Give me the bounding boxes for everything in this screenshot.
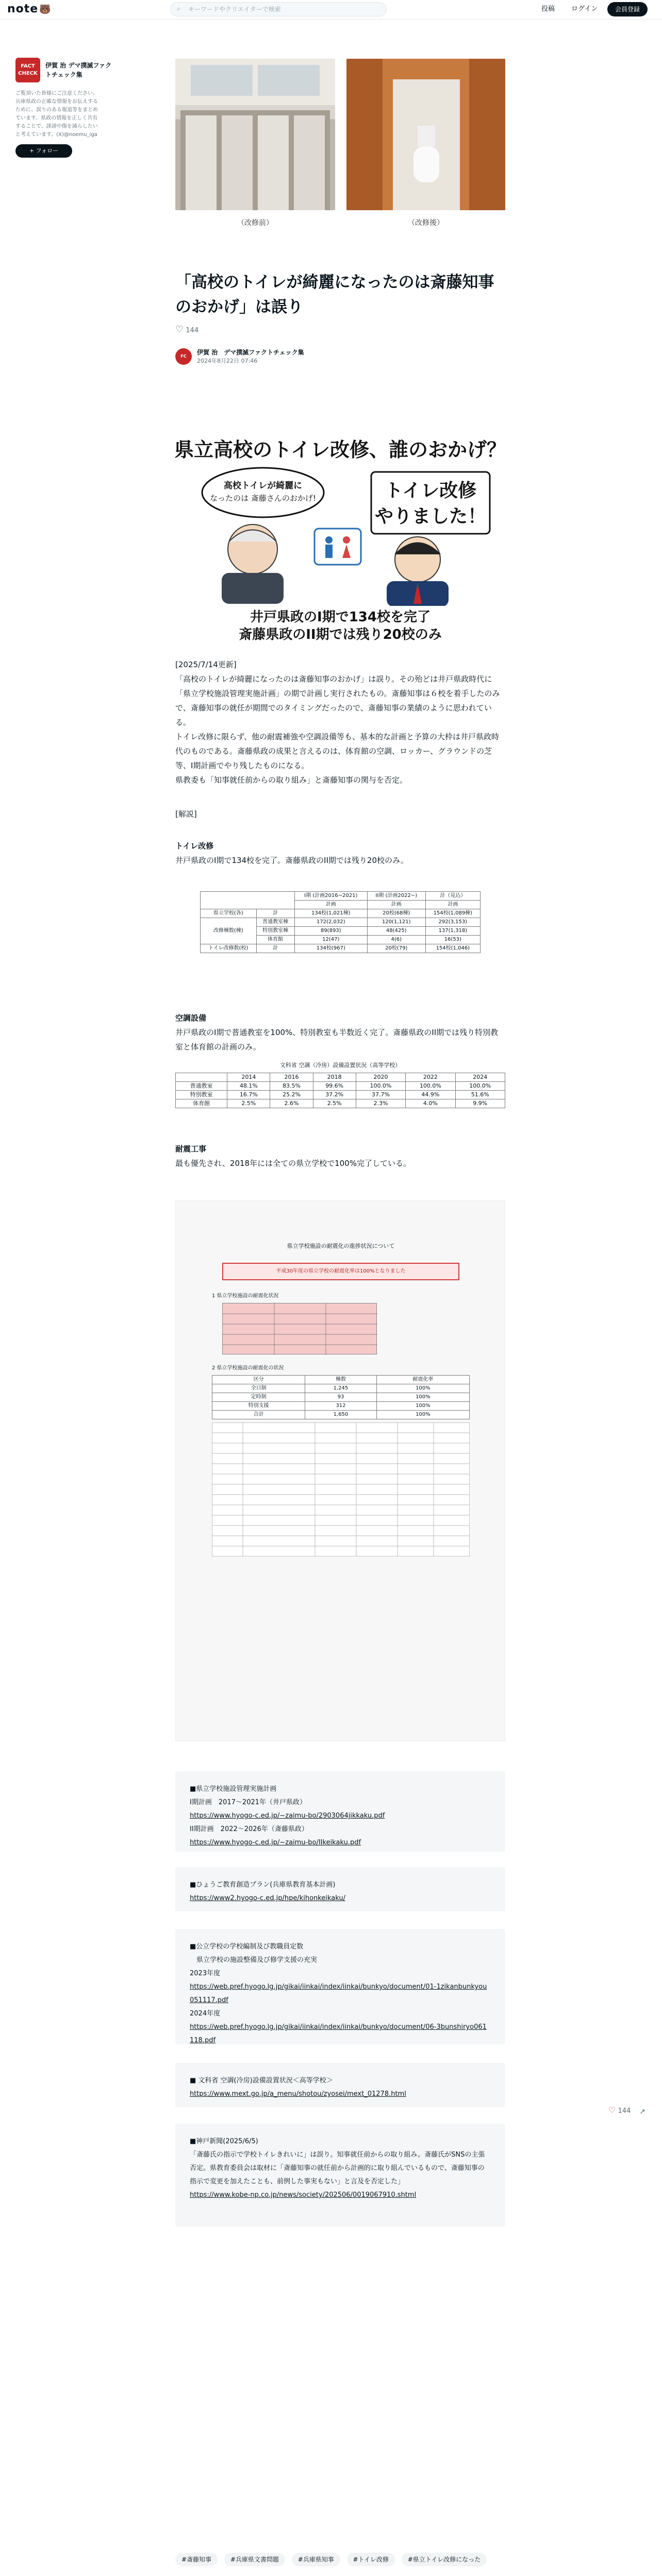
article-title: 「高校のトイレが綺麗になったのは斎藤知事のおかげ」は誤り [175,273,494,316]
hero-illustration [175,431,505,647]
toilet-table-wrap [200,891,481,953]
follow-button[interactable]: + フォロー [15,144,72,158]
embed-mext-title: ■ 文科省 空調(冷房)設備設置状況＜高等学校＞ [190,2077,333,2084]
embed-kobe-np [175,2124,505,2227]
embed-plan-title: ■県立学校施設管理実施計画 [190,1785,277,1793]
embed-edu-link[interactable]: https://www2.hyogo-c.ed.jp/hpe/kihonkeikaku/ [190,1894,345,1902]
toilet-row-0-label: 計 [256,909,294,918]
toilet-side-label-1: 改修棟数(棟) [201,918,257,944]
tag-list [175,2550,505,2568]
article-date: 2024年8月22日 07:46 [197,358,258,364]
toilet-table: I期 (計画2016~2021) II期 (計画2022~) 計（見込） 計画 計画 計画 県立学校(各) 計 134校(1,021棟) 20校(68棟) 154校(1,089棟) 改修棟数(棟) 普通教室棟 172(2,032) 120(1,121) 292(3,153) 特別教室棟 89(893) 48(425) 137(1,318) 体育館 12(47) 4(6) 16(53) トイレ改修数(校) 計 134校(967) 20校(79) 154校(1,046) [200,891,481,953]
author-avatar-small[interactable]: FC [175,348,192,365]
heart-icon[interactable]: ♡ [608,2105,616,2115]
seismic-heading: 耐震工事 [175,1144,207,1154]
sidebar-author-profile [15,58,112,158]
tag-item[interactable]: #トイレ改修 [347,2553,395,2566]
doc-section-2: 2 県立学校施設の耐震化の状況 [212,1365,284,1371]
hero-bubble-right-1: トイレ改修 [384,480,477,501]
tag-item[interactable]: #県立トイレ改修になった [402,2553,487,2566]
search-icon: ⌕ [177,5,181,13]
hero-bubble-right-2: やりました！ [374,506,487,527]
article-author-row [175,348,505,369]
embed-committee-link-2[interactable]: https://web.pref.hyogo.lg.jp/gikai/iinkai/index/iinkai/bunkyo/document/06-3bunshiryo061118.pdf [190,2023,487,2044]
commentary-label: [解説] [175,809,197,819]
heart-icon[interactable]: ♡ [175,324,184,335]
seismic-document-image [175,1200,505,1741]
toilet-table-corner [201,892,295,909]
hero-bubble-left: 高校トイレが綺麗に [223,481,303,491]
doc-title: 県立学校施設の耐震化の進捗状況について [287,1243,395,1249]
floating-like-button[interactable] [608,2105,631,2116]
embed-committee-link-1[interactable]: https://web.pref.hyogo.lg.jp/gikai/iinkai/index/iinkai/bunkyo/document/01-1zikanbunkyou051117.pdf [190,1983,487,2004]
embed-committee-year2: 2024年度 [190,2010,221,2018]
hero-headline: 県立高校のトイレ改修、誰のおかげ？ [175,438,505,461]
intro-paragraph-3: 県教委も「知事就任前からの取り組み」と斎藤知事の関与を否定。 [175,775,408,785]
doc-summary-table [222,1303,377,1354]
after-toilet-illustration [346,59,505,210]
search-placeholder: キーワードやクリエイターで検索 [188,6,281,13]
embed-kobe-title: ■神戸新聞(2025/6/5) [190,2138,258,2145]
like-count-row[interactable] [175,325,198,336]
hero-caption-1: 井戸県政のI期で134校を完了 [250,609,431,625]
embed-edu-title: ■ひょうご教育創造プラン(兵庫県教育基本計画) [190,1881,336,1889]
embed-mext-link[interactable]: https://www.mext.go.jp/a_menu/shotou/zyosei/mext_01278.html [190,2090,406,2098]
toilet-text: 井戸県政のI期で134校を完了。斎藤県政のII期では残り20校のみ。 [175,856,408,865]
tag-item[interactable]: #斎藤知事 [175,2553,218,2566]
intro-paragraph: 「高校のトイレが綺麗になったのは斎藤知事のおかげ」は誤り。その殆どは井戸県政時代に「県立学校施設管理実施計画」の期で計画し実行されたもの。斎藤知事は６校を着手したのみで、斎藤知事の就任が期間でのタイミングだったので、斎藤知事の業績のように思われている。 [175,674,500,727]
login-link[interactable]: ログイン [571,5,598,13]
embed-committee-sub: 県立学校の施設整備及び修学支援の充実 [190,1956,318,1964]
svg-text:なったのは 斎藤さんのおかげ!: なったのは 斎藤さんのおかげ! [210,494,316,503]
embed-edu-plan [175,1867,505,1911]
author-avatar[interactable]: FACT CHECK [15,58,40,82]
ac-table-title: 文科省 空調（冷房）設備設置状況（高等学校） [279,1062,401,1069]
embed-kobe-link[interactable]: https://www.kobe-np.co.jp/news/society/202506/0019067910.shtml [190,2191,417,2199]
like-count: 144 [186,327,199,334]
before-caption: （改修前） [237,219,273,227]
embed-plan-line-2: II期計画 2022～2026年（斎藤県政） [190,1825,308,1833]
embed-committee [175,1929,505,2044]
embed-mext [175,2063,505,2107]
embed-plan-line-1: I期計画 2017～2021年（井戸県政） [190,1799,307,1806]
hero-graphic [175,431,505,647]
ac-table-wrap [175,1073,505,1108]
toilet-col-3: 計（見込） [425,892,480,901]
post-link[interactable]: 投稿 [541,5,555,13]
ac-text: 井戸県政のI期で普通教室を100%、特別教室も半数近く完了。斎藤県政のII期では残り特別教室と体育館の計画のみ。 [175,1028,499,1052]
ac-table: 2014 2016 2018 2020 2022 2024 普通教室 48.1% 83.5% 99.6% 100.0% 100.0% 100.0% 特別教室 16.7% 25.2% 37.2% 37.7% 44.9% 51.6% 体育館 2.5% 2.6% 2.5% 2.3% 4.0% 9.9% [175,1073,505,1108]
embed-plan-link-2[interactable]: https://www.hyogo-c.ed.jp/~zaimu-bo/IIkeikaku.pdf [190,1839,361,1846]
update-label: [2025/7/14更新] [175,660,237,669]
doc-detail-grid [212,1422,470,1556]
doc-section-1: 1 県立学校施設の耐震化状況 [212,1293,279,1299]
intro-paragraph-2: トイレ改修に限らず、他の耐震補強や空調設備等も、基本的な計画と予算の大枠は井戸県政時代のものである。斎藤県政の成果と言えるのは、体育館の空調、ロッカー、グラウンドの芝等、I期計画でやり残したものになる。 [175,732,500,770]
doc-notice: 平成30年度の県立学校の耐震化率は100%となりました [222,1263,459,1280]
toilet-col-1: I期 (計画2016~2021) [294,892,367,901]
signup-button[interactable]: 会員登録 [607,2,648,16]
ac-heading: 空調設備 [175,1013,207,1023]
doc-summary-grid [223,1303,377,1355]
embed-kobe-quote: 「斎藤氏の指示で学校トイレきれいに」は誤り。知事就任前からの取り組み。斎藤氏がSNSの主張否定。県教育委員会は取材に「斎藤知事の就任前から計画的に取り組んでいるもので、斎藤知事の指示で変更を加えたことも、前例した事実もない」と言及を否定した」 [190,2151,485,2185]
author-name[interactable]: 伊賀 治 デマ撲滅ファクトチェック集 [45,62,112,78]
embed-plan-link-1[interactable]: https://www.hyogo-c.ed.jp/~zaimu-bo/2903064jikkaku.pdf [190,1812,385,1820]
before-photo [175,59,335,210]
top-navigation-bar [0,0,662,20]
toilet-heading: トイレ改修 [175,841,214,851]
embed-committee-title: ■公立学校の学校編制及び教職員定数 [190,1943,304,1951]
author-description: ご覧頂いた皆様にご注意ください。兵庫県政の正確な情報をお伝えするために、誤りのある報道等をまとめています。県政の情報を正しく共有することで、誹謗中傷を減らしたいと考えています。(X)@noemu_iga [15,91,98,138]
search-input[interactable] [170,2,387,16]
embed-plan [175,1771,505,1852]
seismic-text: 最も優先され、2018年には全ての県立学校で100%完了している。 [175,1159,411,1168]
article-author-name[interactable]: 伊賀 治 デマ撲滅ファクトチェック集 [197,349,304,356]
floating-share-icon[interactable]: ↗ [639,2108,646,2116]
hero-caption-2: 斎藤県政のII期では残り20校のみ [239,627,442,642]
note-logo[interactable]: note 🐻 [7,3,52,15]
toilet-col-2: II期 (計画2022~) [367,892,425,901]
tag-item[interactable]: #兵庫県文書問題 [224,2553,285,2566]
after-photo [346,59,505,210]
toilet-side-label-2: トイレ改修数(校) [201,944,257,953]
toilet-side-label-0: 県立学校(各) [201,909,257,918]
floating-like-count: 144 [618,2107,631,2115]
embed-committee-year1: 2023年度 [190,1970,221,1977]
tag-item[interactable]: #兵庫県知事 [292,2553,340,2566]
after-caption: （改修後） [408,219,444,227]
before-toilet-illustration [175,59,335,210]
doc-detail-table: 区分 棟数 耐震化率 全日制 1,245 100% 定時制 93 100% 特別支援 312 100% 合計 1,650 100% [212,1375,470,1556]
